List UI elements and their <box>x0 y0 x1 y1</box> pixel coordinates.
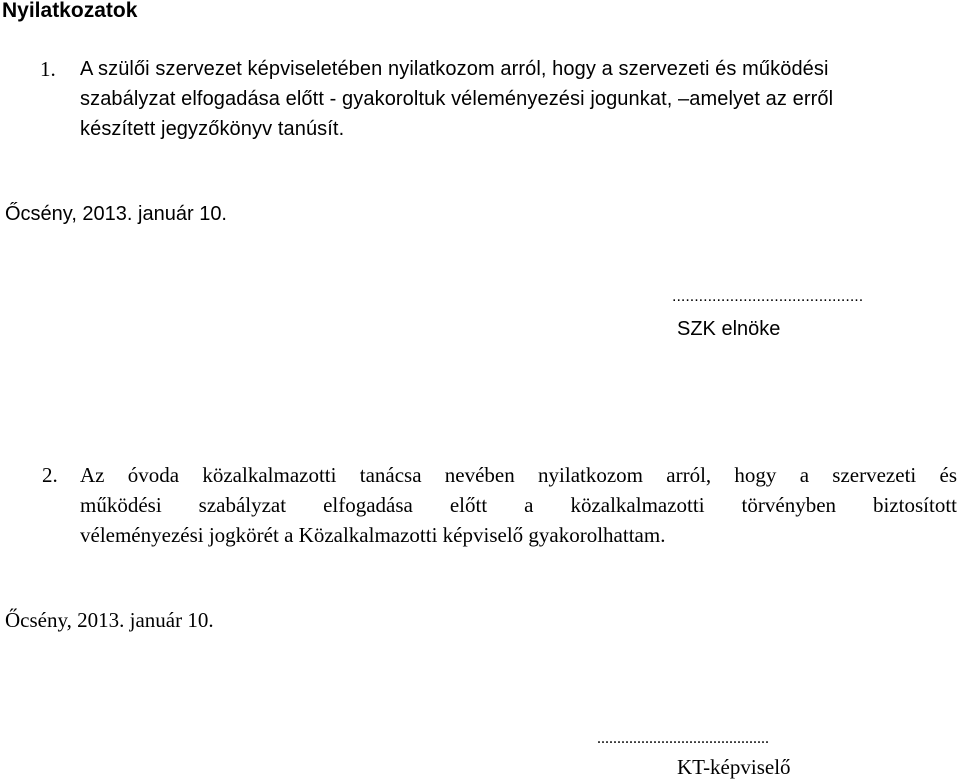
section-2-line-1: Az óvoda közalkalmazotti tanácsa nevében nyilatkozom arról, hogy a szervezeti és <box>80 463 957 487</box>
section-2-number: 2. <box>42 463 58 487</box>
section-1-signature-label: SZK elnöke <box>677 318 781 340</box>
section-1-place-date: Őcsény, 2013. január 10. <box>5 203 227 225</box>
section-1-number: 1. <box>40 57 56 81</box>
section-1-signature-line: ........................................... <box>672 288 864 305</box>
section-1-line-1: A szülői szervezet képviseletében nyilatkozom arról, hogy a szervezeti és működési <box>80 58 829 80</box>
section-2-signature-line: ........................................... <box>597 730 769 747</box>
section-1-line-3: készített jegyzőkönyv tanúsít. <box>80 118 345 140</box>
section-2-line-3: véleményezési jogkörét a Közalkalmazotti képviselő gyakorolhattam. <box>80 523 666 547</box>
section-2-place-date: Őcsény, 2013. január 10. <box>5 608 214 632</box>
document-title: Nyilatkozatok <box>2 0 138 22</box>
section-2-line-2: működési szabályzat elfogadása előtt a közalkalmazotti törvényben biztosított <box>80 493 957 517</box>
section-2-signature-label: KT-képviselő <box>677 755 791 779</box>
section-1-line-2: szabályzat elfogadása előtt - gyakoroltuk véleményezési jogunkat, –amelyet az erről <box>80 88 834 110</box>
